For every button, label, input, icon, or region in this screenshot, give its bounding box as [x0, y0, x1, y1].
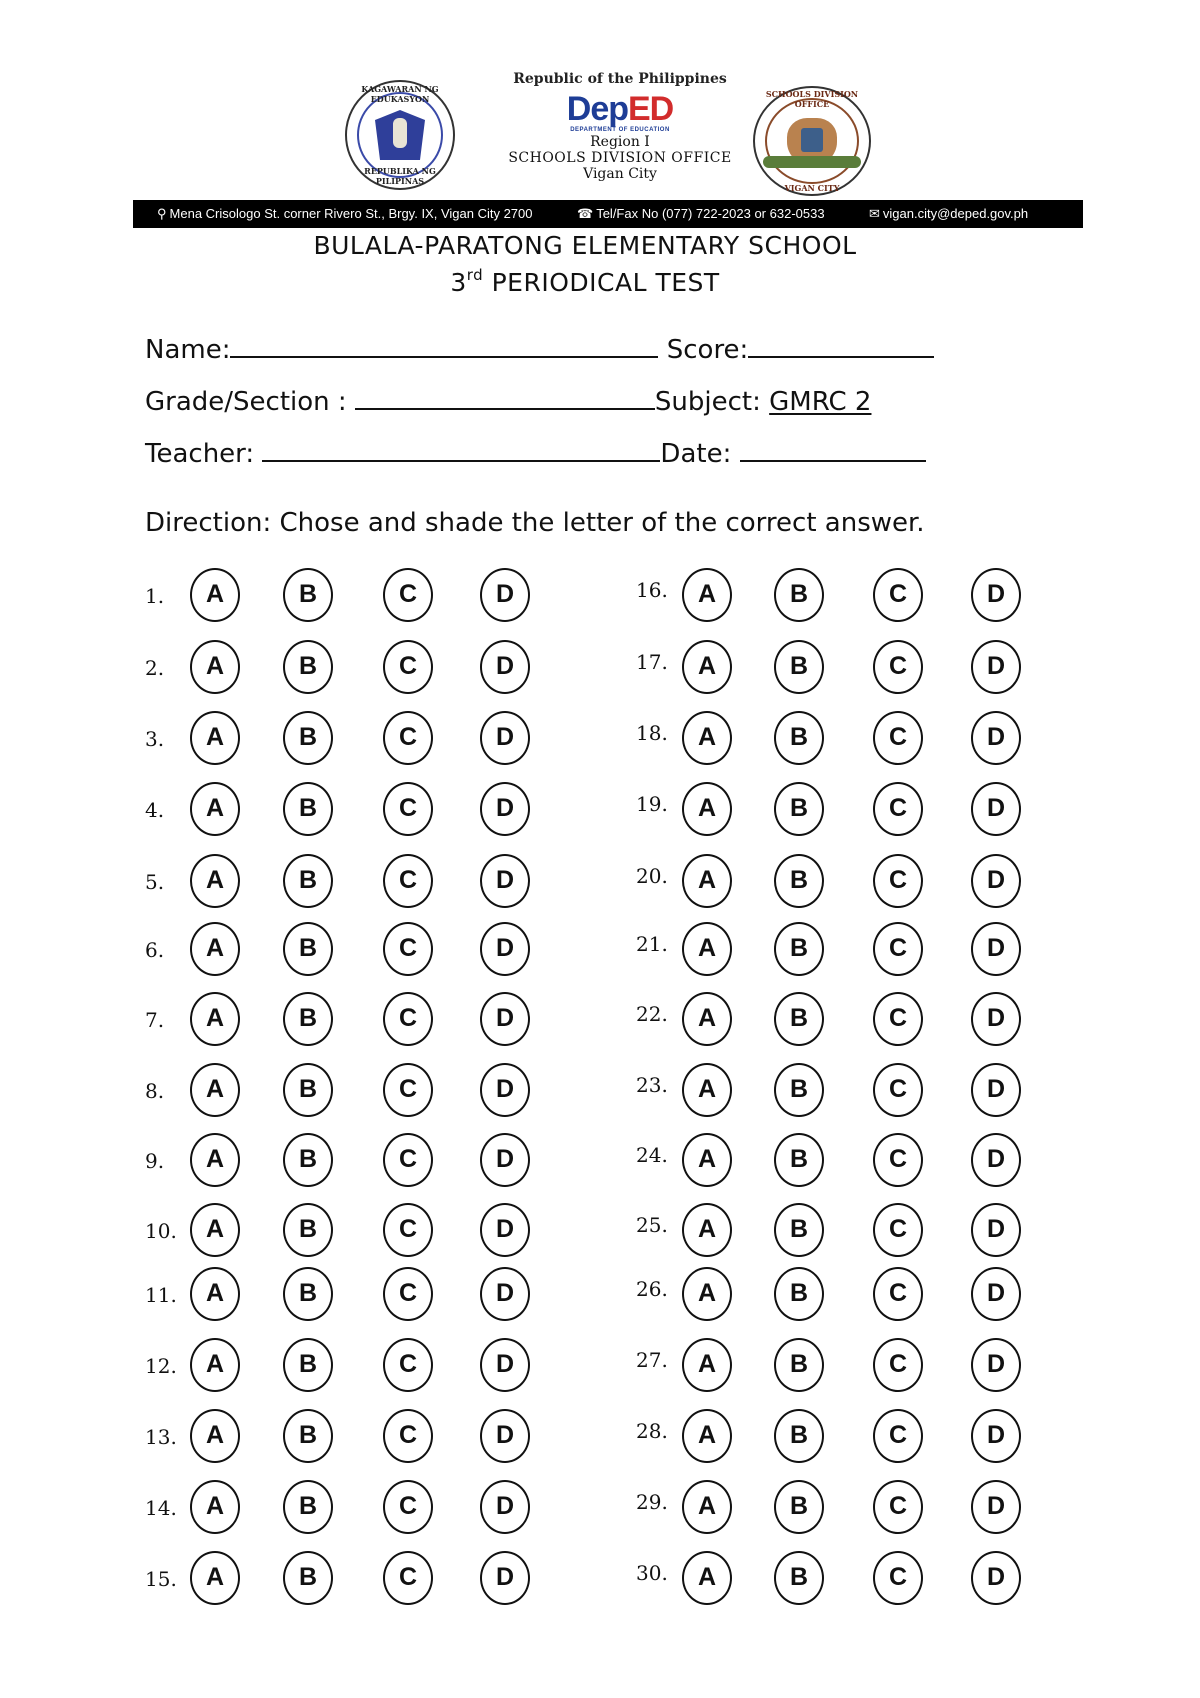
question-number: 10. — [145, 1219, 177, 1243]
question-number: 25. — [636, 1213, 668, 1237]
answer-row — [0, 711, 1200, 769]
choice-bubble-c[interactable]: C — [873, 992, 923, 1046]
choice-bubble-d[interactable]: D — [971, 1551, 1021, 1605]
choice-bubble-c[interactable]: C — [383, 1409, 433, 1463]
question-number: 1. — [145, 584, 165, 608]
date-label: Date: — [660, 439, 732, 469]
choice-bubble-c[interactable]: C — [873, 1551, 923, 1605]
choice-bubble-b[interactable]: B — [283, 711, 333, 765]
choice-bubble-d[interactable]: D — [480, 782, 530, 836]
question-number: 11. — [145, 1283, 177, 1307]
right-seal-bottom-text: VIGAN CITY — [784, 183, 840, 193]
test-title: 3rd PERIODICAL TEST — [450, 266, 720, 297]
choice-bubble-a[interactable]: A — [682, 922, 732, 976]
choice-bubble-a[interactable]: A — [190, 1203, 240, 1257]
republic-text: Republic of the Philippines — [513, 71, 727, 87]
choice-bubble-c[interactable]: C — [873, 1480, 923, 1534]
choice-bubble-a[interactable]: A — [682, 1551, 732, 1605]
question-number: 28. — [636, 1419, 668, 1443]
choice-bubble-a[interactable]: A — [682, 1063, 732, 1117]
choice-bubble-c[interactable]: C — [873, 1063, 923, 1117]
answer-row — [0, 1551, 1200, 1609]
choice-bubble-b[interactable]: B — [283, 1480, 333, 1534]
question-number: 29. — [636, 1490, 668, 1514]
choice-bubble-a[interactable]: A — [682, 568, 732, 622]
question-number: 5. — [145, 870, 165, 894]
choice-bubble-b[interactable]: B — [774, 1551, 824, 1605]
division-text: SCHOOLS DIVISION OFFICE — [508, 150, 732, 166]
answer-row — [0, 1480, 1200, 1538]
choice-bubble-d[interactable]: D — [480, 992, 530, 1046]
choice-bubble-b[interactable]: B — [774, 568, 824, 622]
choice-bubble-a[interactable]: A — [190, 1480, 240, 1534]
deped-seal-icon — [345, 80, 455, 190]
direction-text: Direction: Chose and shade the letter of the correct answer. — [145, 508, 925, 538]
choice-bubble-c[interactable]: C — [383, 1063, 433, 1117]
subject-value: GMRC 2 — [769, 387, 872, 417]
question-number: 13. — [145, 1425, 177, 1449]
choice-bubble-c[interactable]: C — [383, 1338, 433, 1392]
choice-bubble-b[interactable]: B — [774, 782, 824, 836]
choice-bubble-d[interactable]: D — [480, 640, 530, 694]
choice-bubble-c[interactable]: C — [873, 1338, 923, 1392]
choice-bubble-d[interactable]: D — [971, 1133, 1021, 1187]
choice-bubble-c[interactable]: C — [383, 854, 433, 908]
choice-bubble-d[interactable]: D — [480, 922, 530, 976]
division-seal-icon — [753, 86, 871, 196]
deped-subtitle: DEPARTMENT OF EDUCATION — [570, 127, 670, 133]
choice-bubble-c[interactable]: C — [383, 1551, 433, 1605]
choice-bubble-b[interactable]: B — [774, 854, 824, 908]
choice-bubble-c[interactable]: C — [873, 568, 923, 622]
answer-row — [0, 782, 1200, 840]
choice-bubble-c[interactable]: C — [383, 1267, 433, 1321]
choice-bubble-d[interactable]: D — [971, 922, 1021, 976]
choice-bubble-b[interactable]: B — [774, 1480, 824, 1534]
question-number: 7. — [145, 1008, 165, 1032]
choice-bubble-b[interactable]: B — [774, 1063, 824, 1117]
answer-row — [0, 1063, 1200, 1121]
choice-bubble-b[interactable]: B — [774, 992, 824, 1046]
score-field[interactable] — [748, 334, 934, 358]
choice-bubble-d[interactable]: D — [971, 782, 1021, 836]
choice-bubble-b[interactable]: B — [283, 1409, 333, 1463]
question-number: 30. — [636, 1561, 668, 1585]
choice-bubble-d[interactable]: D — [480, 1063, 530, 1117]
answer-row — [0, 854, 1200, 912]
choice-bubble-c[interactable]: C — [873, 1409, 923, 1463]
question-number: 3. — [145, 727, 165, 751]
deped-logo-icon: DepED — [566, 90, 674, 128]
choice-bubble-d[interactable]: D — [971, 711, 1021, 765]
name-field[interactable] — [230, 334, 658, 358]
question-number: 6. — [145, 938, 165, 962]
question-number: 27. — [636, 1348, 668, 1372]
email: ✉ vigan.city@deped.gov.ph — [869, 200, 1028, 228]
choice-bubble-d[interactable]: D — [971, 1267, 1021, 1321]
question-number: 20. — [636, 864, 668, 888]
score-label: Score: — [666, 335, 749, 365]
answer-row — [0, 1267, 1200, 1325]
choice-bubble-c[interactable]: C — [873, 711, 923, 765]
answer-row — [0, 1203, 1200, 1261]
choice-bubble-d[interactable]: D — [480, 1338, 530, 1392]
choice-bubble-b[interactable]: B — [774, 1133, 824, 1187]
question-number: 22. — [636, 1002, 668, 1026]
choice-bubble-b[interactable]: B — [283, 1063, 333, 1117]
choice-bubble-a[interactable]: A — [682, 711, 732, 765]
teacher-label: Teacher: — [145, 439, 255, 469]
choice-bubble-c[interactable]: C — [873, 1133, 923, 1187]
choice-bubble-b[interactable]: B — [283, 782, 333, 836]
choice-bubble-a[interactable]: A — [190, 782, 240, 836]
choice-bubble-a[interactable]: A — [190, 854, 240, 908]
choice-bubble-a[interactable]: A — [190, 1133, 240, 1187]
choice-bubble-a[interactable]: A — [682, 1338, 732, 1392]
answer-row — [0, 568, 1200, 626]
choice-bubble-d[interactable]: D — [971, 1203, 1021, 1257]
question-number: 12. — [145, 1354, 177, 1378]
question-number: 26. — [636, 1277, 668, 1301]
choice-bubble-b[interactable]: B — [774, 1338, 824, 1392]
choice-bubble-d[interactable]: D — [971, 1409, 1021, 1463]
choice-bubble-c[interactable]: C — [383, 568, 433, 622]
choice-bubble-d[interactable]: D — [480, 1267, 530, 1321]
choice-bubble-a[interactable]: A — [682, 1480, 732, 1534]
question-number: 15. — [145, 1567, 177, 1591]
question-number: 16. — [636, 578, 668, 602]
choice-bubble-a[interactable]: A — [190, 1551, 240, 1605]
choice-bubble-b[interactable]: B — [774, 922, 824, 976]
question-number: 18. — [636, 721, 668, 745]
choice-bubble-b[interactable]: B — [283, 922, 333, 976]
choice-bubble-d[interactable]: D — [480, 1203, 530, 1257]
choice-bubble-d[interactable]: D — [971, 1338, 1021, 1392]
choice-bubble-c[interactable]: C — [383, 1133, 433, 1187]
choice-bubble-d[interactable]: D — [971, 1063, 1021, 1117]
fax-icon: ☎ — [577, 206, 594, 221]
choice-bubble-d[interactable]: D — [971, 992, 1021, 1046]
choice-bubble-a[interactable]: A — [190, 992, 240, 1046]
choice-bubble-b[interactable]: B — [283, 1338, 333, 1392]
choice-bubble-b[interactable]: B — [774, 1267, 824, 1321]
grade-section-field[interactable] — [355, 386, 655, 410]
choice-bubble-d[interactable]: D — [971, 640, 1021, 694]
choice-bubble-d[interactable]: D — [480, 1480, 530, 1534]
choice-bubble-b[interactable]: B — [283, 640, 333, 694]
choice-bubble-c[interactable]: C — [383, 922, 433, 976]
answer-row — [0, 992, 1200, 1050]
question-number: 2. — [145, 656, 165, 680]
choice-bubble-c[interactable]: C — [383, 1480, 433, 1534]
region-text: Region I — [590, 134, 650, 150]
choice-bubble-a[interactable]: A — [190, 640, 240, 694]
choice-bubble-d[interactable]: D — [480, 711, 530, 765]
choice-bubble-a[interactable]: A — [190, 922, 240, 976]
choice-bubble-b[interactable]: B — [283, 1133, 333, 1187]
school-name: BULALA-PARATONG ELEMENTARY SCHOOL — [313, 231, 857, 260]
letterhead-center — [485, 70, 755, 182]
choice-bubble-a[interactable]: A — [682, 1203, 732, 1257]
choice-bubble-d[interactable]: D — [480, 568, 530, 622]
choice-bubble-b[interactable]: B — [283, 854, 333, 908]
choice-bubble-a[interactable]: A — [682, 1267, 732, 1321]
question-number: 24. — [636, 1143, 668, 1167]
choice-bubble-c[interactable]: C — [383, 640, 433, 694]
choice-bubble-d[interactable]: D — [480, 1409, 530, 1463]
choice-bubble-c[interactable]: C — [873, 1267, 923, 1321]
choice-bubble-d[interactable]: D — [480, 1133, 530, 1187]
choice-bubble-c[interactable]: C — [873, 640, 923, 694]
choice-bubble-a[interactable]: A — [682, 992, 732, 1046]
choice-bubble-a[interactable]: A — [190, 1338, 240, 1392]
choice-bubble-b[interactable]: B — [283, 1203, 333, 1257]
name-label: Name: — [145, 335, 231, 365]
choice-bubble-c[interactable]: C — [873, 782, 923, 836]
choice-bubble-a[interactable]: A — [190, 1063, 240, 1117]
question-number: 4. — [145, 798, 165, 822]
choice-bubble-a[interactable]: A — [682, 1133, 732, 1187]
grade-section-label: Grade/Section : — [145, 387, 347, 417]
date-field[interactable] — [740, 438, 926, 462]
answer-row — [0, 922, 1200, 980]
choice-bubble-d[interactable]: D — [971, 1480, 1021, 1534]
choice-bubble-d[interactable]: D — [480, 854, 530, 908]
grade-subject-line — [145, 386, 871, 417]
choice-bubble-b[interactable]: B — [283, 1267, 333, 1321]
location-pin-icon: ⚲ — [157, 206, 167, 221]
choice-bubble-c[interactable]: C — [873, 1203, 923, 1257]
choice-bubble-b[interactable]: B — [774, 1409, 824, 1463]
choice-bubble-b[interactable]: B — [283, 992, 333, 1046]
choice-bubble-c[interactable]: C — [383, 711, 433, 765]
choice-bubble-a[interactable]: A — [682, 782, 732, 836]
choice-bubble-d[interactable]: D — [971, 568, 1021, 622]
contact-bar — [133, 200, 1083, 228]
choice-bubble-c[interactable]: C — [383, 992, 433, 1046]
choice-bubble-c[interactable]: C — [873, 854, 923, 908]
telfax: ☎ Tel/Fax No (077) 722-2023 or 632-0533 — [577, 200, 825, 228]
question-number: 14. — [145, 1496, 177, 1520]
question-number: 17. — [636, 650, 668, 674]
answer-row — [0, 1133, 1200, 1191]
teacher-date-line — [145, 438, 926, 469]
question-number: 8. — [145, 1079, 165, 1103]
choice-bubble-d[interactable]: D — [971, 854, 1021, 908]
subject-label: Subject: — [654, 387, 761, 417]
choice-bubble-c[interactable]: C — [383, 1203, 433, 1257]
choice-bubble-c[interactable]: C — [383, 782, 433, 836]
teacher-field[interactable] — [262, 438, 660, 462]
city-text: Vigan City — [583, 166, 657, 182]
choice-bubble-a[interactable]: A — [682, 1409, 732, 1463]
question-number: 23. — [636, 1073, 668, 1097]
choice-bubble-c[interactable]: C — [873, 922, 923, 976]
choice-bubble-a[interactable]: A — [190, 568, 240, 622]
choice-bubble-b[interactable]: B — [283, 568, 333, 622]
address: ⚲ Mena Crisologo St. corner Rivero St., Brgy. IX, Vigan City 2700 — [157, 200, 533, 228]
choice-bubble-a[interactable]: A — [190, 1267, 240, 1321]
right-seal-top-text: SCHOOLS DIVISION OFFICE — [765, 89, 859, 109]
choice-bubble-b[interactable]: B — [774, 1203, 824, 1257]
question-number: 9. — [145, 1149, 165, 1173]
choice-bubble-a[interactable]: A — [190, 1409, 240, 1463]
choice-bubble-d[interactable]: D — [480, 1551, 530, 1605]
choice-bubble-b[interactable]: B — [774, 640, 824, 694]
question-number: 21. — [636, 932, 668, 956]
choice-bubble-b[interactable]: B — [283, 1551, 333, 1605]
choice-bubble-a[interactable]: A — [190, 711, 240, 765]
answer-row — [0, 1409, 1200, 1467]
left-seal-bottom-text: REPUBLIKA NG PILIPINAS — [364, 166, 436, 186]
answer-row — [0, 1338, 1200, 1396]
question-number: 19. — [636, 792, 668, 816]
choice-bubble-a[interactable]: A — [682, 640, 732, 694]
left-seal-top-text: KAGAWARAN NG EDUKASYON — [361, 84, 439, 104]
choice-bubble-b[interactable]: B — [774, 711, 824, 765]
choice-bubble-a[interactable]: A — [682, 854, 732, 908]
letterhead — [133, 58, 1083, 200]
email-icon: ✉ — [869, 206, 880, 221]
name-score-line — [145, 334, 934, 365]
answer-row — [0, 640, 1200, 698]
